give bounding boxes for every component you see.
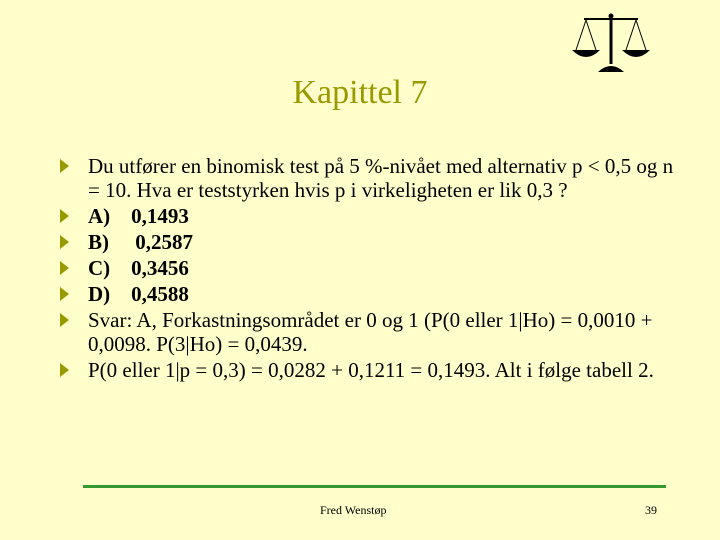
bullet-text: P(0 eller 1|p = 0,3) = 0,0282 + 0,1211 = 0,1493. Alt i følge tabell 2. [88, 358, 654, 382]
bullet-text: D) 0,4588 [88, 282, 189, 306]
bullet-option-c [60, 256, 680, 280]
bullet-text: Svar: A, Forkastningsområdet er 0 og 1 (P(0 eller 1|Ho) = 0,0010 + 0,0098. P(3|Ho) = 0,0439. [88, 308, 653, 356]
triangle-bullet-icon [60, 261, 69, 275]
bullet-option-d [60, 282, 680, 306]
bullet-text: B) 0,2587 [88, 230, 193, 254]
triangle-bullet-icon [60, 235, 69, 249]
triangle-bullet-icon [60, 287, 69, 301]
bullet-option-a [60, 204, 680, 228]
page-number: 39 [645, 503, 657, 517]
bullet-text: C) 0,3456 [88, 256, 189, 280]
footer-author: Fred Wenstøp [320, 503, 387, 517]
bullet-list [60, 154, 680, 384]
scales-of-justice-icon [570, 12, 652, 74]
bullet-text: Du utfører en binomisk test på 5 %-nivået med alternativ p < 0,5 og n = 10. Hva er teststyrken hvis p i virkeligheten er lik 0,3 ? [88, 154, 674, 202]
bullet-option-b [60, 230, 680, 254]
triangle-bullet-icon [60, 363, 69, 377]
bullet-answer-detail [60, 358, 680, 382]
slide-title: Kapittel 7 [292, 74, 428, 111]
footer-divider [83, 485, 666, 488]
bullet-text: A) 0,1493 [88, 204, 189, 228]
triangle-bullet-icon [60, 313, 69, 327]
bullet-answer [60, 308, 680, 356]
bullet-question [60, 154, 680, 202]
triangle-bullet-icon [60, 209, 69, 223]
triangle-bullet-icon [60, 159, 69, 173]
